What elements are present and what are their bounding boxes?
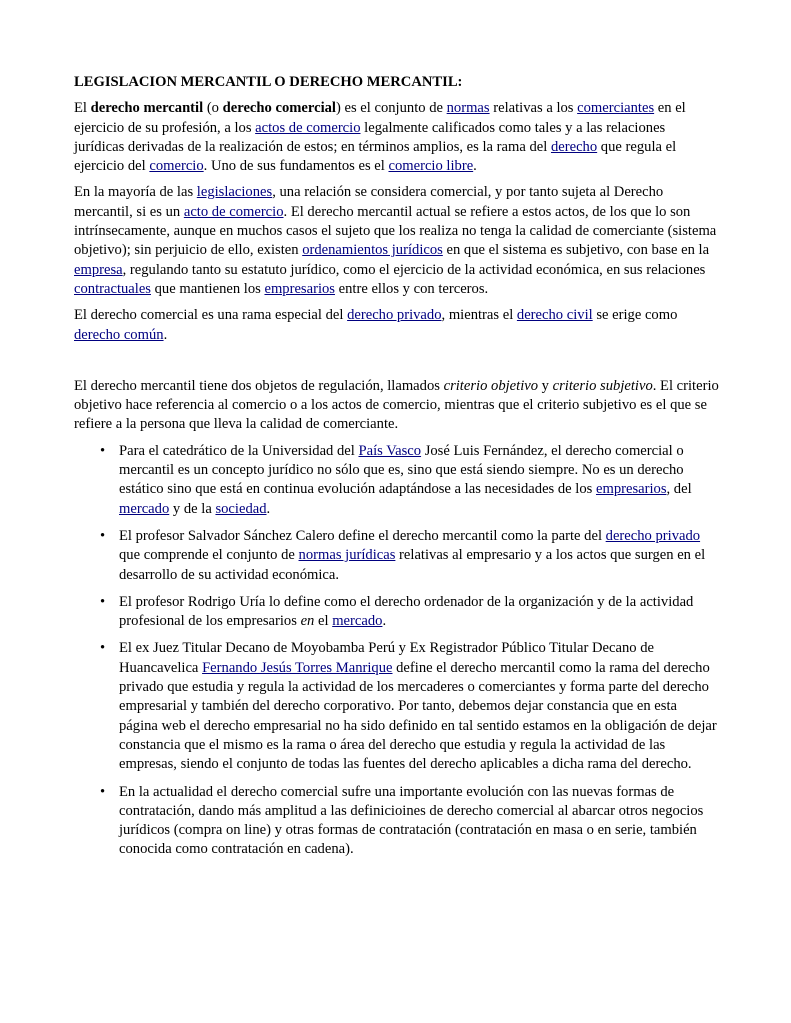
text-run: , mientras el bbox=[441, 307, 517, 324]
italic-text: en bbox=[300, 613, 315, 630]
text-run: se erige como bbox=[592, 307, 678, 324]
text-run: relativas al empresario y a los actos que surgen en el desarrollo de su actividad económica. bbox=[119, 547, 706, 583]
text-run: en el ejercicio de su profesión, a los bbox=[74, 100, 686, 136]
list-item-uria bbox=[119, 593, 719, 632]
text-run: Para el catedrático de la Universidad del bbox=[119, 442, 359, 459]
link-mercado[interactable]: mercado bbox=[332, 613, 383, 630]
text-run: , una relación se considera comercial, y por tanto sujeta al Derecho mercantil, si es un bbox=[74, 184, 664, 220]
text-run: El derecho comercial es una rama especial del bbox=[74, 307, 348, 324]
italic-text: criterio subjetivo bbox=[552, 377, 653, 394]
link-normas[interactable]: normas bbox=[446, 100, 490, 117]
text-run: el bbox=[314, 613, 333, 630]
text-run: , regulando tanto su estatuto jurídico, como el ejercicio de la actividad económica, en sus relaciones bbox=[122, 261, 706, 278]
text-run: . bbox=[473, 158, 477, 175]
list-item-actualidad bbox=[119, 783, 719, 860]
link-derecho-privado[interactable]: derecho privado bbox=[347, 307, 442, 324]
text-run: que comprende el conjunto de bbox=[119, 547, 299, 564]
text-run: El profesor Rodrigo Uría lo define como el derecho ordenador de la organización y de la actividad profesional de los empresarios bbox=[119, 593, 694, 630]
text-run: . Uno de sus fundamentos es el bbox=[203, 158, 389, 175]
list-item-pais-vasco bbox=[119, 442, 719, 519]
link-derecho[interactable]: derecho bbox=[550, 138, 598, 155]
link-derecho-privado[interactable]: derecho privado bbox=[605, 527, 701, 544]
text-run: El profesor Salvador Sánchez Calero define el derecho mercantil como la parte del bbox=[119, 527, 606, 544]
text-run: En la mayoría de las bbox=[74, 184, 197, 201]
link-derecho-comun[interactable]: derecho común bbox=[74, 326, 164, 343]
definitions-list bbox=[74, 442, 719, 860]
link-legislaciones[interactable]: legislaciones bbox=[196, 184, 273, 201]
document-title: LEGISLACION MERCANTIL O DERECHO MERCANTIL: bbox=[74, 74, 463, 90]
text-run: en que el sistema es subjetivo, con base en la bbox=[442, 242, 710, 259]
text-run: El derecho mercantil tiene dos objetos de regulación, llamados bbox=[74, 377, 444, 394]
text-run: relativas a los bbox=[489, 100, 578, 117]
text-run: . El criterio objetivo hace referencia al comercio o a los actos de comercio, mientras que el criterio subjetivo es el que se refiere a la persona que lleva la calidad de comerciante. bbox=[74, 377, 719, 433]
text-run: . El derecho mercantil actual se refiere a estos actos, de los que lo son intrínsecamente, aunque en muchos casos el sujeto que los realiza no tenga la calidad de comerciante (sistema objetivo); sin perjuicio de ello, existen bbox=[74, 203, 717, 259]
text-run: y de la bbox=[169, 500, 216, 517]
text-run: El ex Juez Titular Decano de Moyobamba Perú y Ex Registrador Público Titular Decano de Huancavelica bbox=[119, 640, 655, 676]
link-comerciantes[interactable]: comerciantes bbox=[577, 100, 655, 117]
spacer bbox=[74, 352, 719, 377]
italic-text: criterio objetivo bbox=[443, 377, 539, 394]
text-run: que mantienen los bbox=[150, 280, 265, 297]
text-run: En la actualidad el derecho comercial sufre una importante evolución con las nuevas formas de contratación, dando más amplitud a las definicioines de derecho comercial al abarcar otros negocios jurídicos (compra on line) y otras formas de contratación (contratación en masa o en serie, también conocida como contratación en cadena). bbox=[119, 783, 704, 858]
text-run: que regula el ejercicio del bbox=[74, 138, 677, 175]
link-acto-de-comercio[interactable]: acto de comercio bbox=[183, 203, 284, 220]
link-contractuales[interactable]: contractuales bbox=[74, 280, 151, 297]
link-derecho-civil[interactable]: derecho civil bbox=[516, 307, 593, 324]
link-sociedad[interactable]: sociedad bbox=[215, 500, 267, 517]
bold-text: derecho mercantil bbox=[90, 100, 204, 117]
link-empresa[interactable]: empresa bbox=[74, 261, 123, 278]
link-comercio[interactable]: comercio bbox=[149, 158, 204, 175]
paragraph-private-law bbox=[74, 306, 719, 345]
list-item-torres-manrique bbox=[119, 639, 719, 774]
bold-text: derecho comercial bbox=[222, 100, 336, 117]
link-fernando-jesus-torres-manrique[interactable]: Fernando Jesús Torres Manrique bbox=[202, 659, 393, 676]
link-pais-vasco[interactable]: País Vasco bbox=[358, 442, 422, 459]
text-run: . bbox=[163, 326, 168, 343]
text-run: , del bbox=[666, 481, 692, 498]
link-comercio-libre[interactable]: comercio libre bbox=[388, 158, 474, 175]
paragraph-legislation bbox=[74, 183, 719, 299]
link-mercado[interactable]: mercado bbox=[119, 500, 170, 517]
text-run: entre ellos y con terceros. bbox=[334, 280, 489, 297]
text-run: ) es el conjunto de bbox=[335, 100, 447, 117]
text-run: . bbox=[266, 500, 271, 517]
link-actos-de-comercio[interactable]: actos de comercio bbox=[255, 119, 361, 136]
paragraph-definition bbox=[74, 99, 719, 176]
text-run: El bbox=[74, 100, 91, 117]
text-run: y bbox=[538, 377, 553, 394]
list-item-sanchez-calero bbox=[119, 527, 719, 585]
link-ordenamientos-juridicos[interactable]: ordenamientos jurídicos bbox=[302, 242, 443, 259]
text-run: define el derecho mercantil como la rama del derecho privado que estudia y regula la actividad de los mercaderes o comerciantes y forma parte del derecho empresarial y también del derecho corporativo. Por tanto, debemos dejar constancia que en esta página web el derecho empresarial no ha sido definido en tal sentido estamos en la obligación de dejar constancia que el mismo es la rama o área del derecho que estudia y regula la actividad de las empresas, siendo el conjunto de todas las fuentes del derecho aplicables a dicha rama del derecho. bbox=[119, 659, 717, 773]
paragraph-criteria bbox=[74, 377, 719, 435]
link-empresarios[interactable]: empresarios bbox=[595, 481, 667, 498]
text-run: José Luis Fernández, el derecho comercial o mercantil es un concepto jurídico no sólo que es, sino que está siendo siempre. No es un derecho estático sino que está en continua evolución adaptándose a las necesidades de los bbox=[119, 442, 684, 498]
text-run: . bbox=[382, 613, 387, 630]
text-run: (o bbox=[203, 100, 223, 117]
text-run: legalmente calificados como tales y a las relaciones jurídicas derivadas de la realización de estos; en términos amplios, es la rama del bbox=[74, 119, 666, 155]
link-normas-juridicas[interactable]: normas jurídicas bbox=[298, 547, 396, 564]
link-empresarios[interactable]: empresarios bbox=[264, 280, 335, 297]
document-content bbox=[74, 73, 719, 868]
